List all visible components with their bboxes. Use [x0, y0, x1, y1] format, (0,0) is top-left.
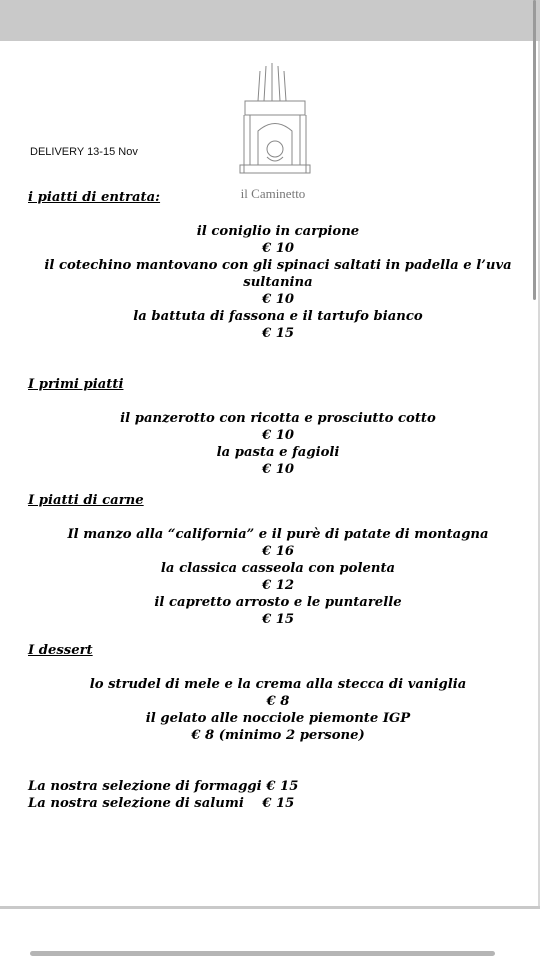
page-separator	[0, 906, 540, 909]
dish-price: € 8 (minimo 2 persone)	[191, 728, 365, 743]
section-title: I primi piatti	[28, 377, 124, 392]
salumi-selection: La nostra selezione di salumi € 15	[28, 796, 295, 811]
dish-price: € 10	[261, 428, 295, 443]
dish-name: il coniglio in carpione	[196, 224, 360, 239]
dish-name: lo strudel di mele e la crema alla stecca di vaniglia	[89, 677, 467, 692]
dish-price: € 10	[261, 241, 295, 256]
viewer-top-bar	[0, 0, 540, 41]
progress-bar	[30, 951, 495, 956]
section-title: i piatti di entrata:	[28, 190, 161, 205]
delivery-dates: DELIVERY 13-15 Nov	[30, 146, 138, 158]
dish-price: € 16	[261, 544, 295, 559]
dish-name: la pasta e fagioli	[216, 445, 340, 460]
dish-price: € 15	[261, 326, 295, 341]
dish-name: la battuta di fassona e il tartufo bianco	[133, 309, 423, 324]
section-title: I piatti di carne	[28, 493, 144, 508]
restaurant-name: il Caminetto	[240, 186, 306, 201]
dish-price: € 8	[266, 694, 290, 709]
dish-name: il capretto arrosto e le puntarelle	[154, 595, 402, 610]
scrollbar[interactable]	[533, 0, 536, 300]
dish-name: Il manzo alla “california” e il purè di patate di montagna	[67, 527, 489, 542]
dish-name: la classica casseola con polenta	[160, 561, 396, 576]
cheese-selection: La nostra selezione di formaggi € 15	[28, 779, 299, 794]
dish-name: il panzerotto con ricotta e prosciutto cotto	[120, 411, 436, 426]
restaurant-logo-icon	[230, 61, 320, 191]
dish-name: il cotechino mantovano con gli spinaci saltati in padella e l’uva sultanina	[44, 258, 512, 290]
menu-list	[28, 189, 528, 812]
dish-price: € 12	[261, 578, 295, 593]
dish-price: € 10	[261, 462, 295, 477]
dish-price: € 10	[261, 292, 295, 307]
dish-price: € 15	[261, 612, 295, 627]
section-title: I dessert	[28, 643, 93, 658]
dish-name: il gelato alle nocciole piemonte IGP	[145, 711, 411, 726]
menu-page	[0, 41, 540, 906]
